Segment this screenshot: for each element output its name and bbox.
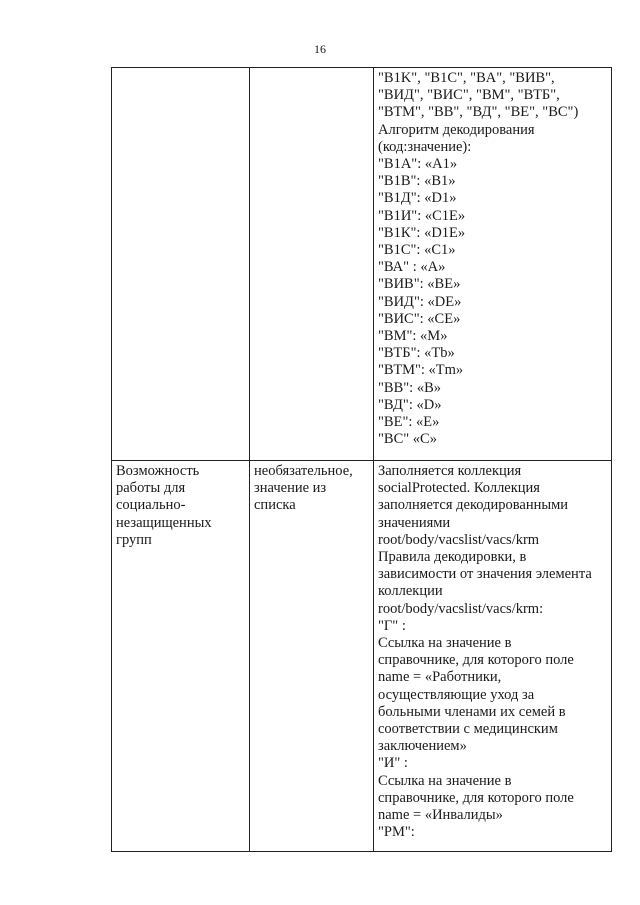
field-name-cell <box>112 68 250 461</box>
description-line: "И" : <box>378 755 408 772</box>
description-line: Ссылка на значение в <box>378 772 512 789</box>
description-line: "ВА" : «А» <box>378 259 446 276</box>
description-line: (код:значение): <box>378 138 472 155</box>
description-line: "В1В": «В1» <box>378 173 456 190</box>
description-line: соответствии с медицинским <box>378 721 558 738</box>
description-line: "ВИВ": «ВЕ» <box>378 276 461 293</box>
field-type-cell <box>250 461 374 852</box>
description-line: "В1А": «А1» <box>378 156 458 173</box>
description-line: Правила декодировки, в <box>378 549 527 566</box>
description-line: Алгоритм декодирования <box>378 121 535 138</box>
description-line: "ВМ": «М» <box>378 328 448 345</box>
description-line: больными членами их семей в <box>378 703 566 720</box>
description-line: root/body/vacslist/vacs/krm <box>378 531 540 548</box>
description-lines <box>378 463 607 841</box>
description-line: справочнике, для которого поле <box>378 789 574 806</box>
table-row <box>112 461 612 852</box>
field-type-cell <box>250 68 374 461</box>
description-line: "В1Д": «D1» <box>378 190 457 207</box>
description-line: заполняется декодированными <box>378 497 569 514</box>
field-name-text: Возможность работы для социально-незащищенных групп <box>116 463 212 548</box>
field-description-cell <box>374 68 612 461</box>
description-line: "ВИД", "ВИС", "ВМ", "ВТБ", <box>378 87 560 104</box>
description-line: "В1К": «D1Е» <box>378 224 466 241</box>
description-line: "ВЕ": «Е» <box>378 414 440 431</box>
description-line: "Г" : <box>378 617 406 634</box>
description-line: "ВТМ": «Тm» <box>378 362 464 379</box>
description-line: Заполняется коллекция <box>378 463 522 479</box>
description-line: зависимости от значения элемента <box>378 566 592 583</box>
description-line: "ВТМ", "ВВ", "ВД", "ВЕ", "ВС") <box>378 104 579 121</box>
description-line: "ВС" «С» <box>378 431 437 448</box>
description-line: root/body/vacslist/vacs/krm: <box>378 600 544 617</box>
specification-table <box>111 67 612 852</box>
description-line: "ВД": «D» <box>378 396 442 413</box>
description-line: "ВИД": «DЕ» <box>378 293 462 310</box>
description-line: Ссылка на значение в <box>378 635 512 652</box>
description-line: "В1И": «С1Е» <box>378 207 466 224</box>
field-type-text: необязательное, значение из списка <box>254 463 353 514</box>
description-line: значениями <box>378 514 451 531</box>
description-line: "ВТБ": «Тb» <box>378 345 455 362</box>
page-number: 16 <box>314 42 326 56</box>
table-row <box>112 68 612 461</box>
field-description-cell <box>374 461 612 852</box>
description-lines <box>378 70 607 448</box>
description-line: "В1С": «С1» <box>378 242 456 259</box>
description-line: коллекции <box>378 583 443 600</box>
description-line: name = «Инвалиды» <box>378 807 503 824</box>
description-line: "ВИС": «СЕ» <box>378 310 461 327</box>
field-name-cell <box>112 461 250 852</box>
description-line: "B1K", "B1C", "BA", "ВИВ", <box>378 70 555 86</box>
description-line: "РМ": <box>378 824 415 841</box>
description-line: name = «Работники, <box>378 669 502 686</box>
description-line: справочнике, для которого поле <box>378 652 574 669</box>
description-line: "ВВ": «В» <box>378 379 442 396</box>
description-line: осуществляющие уход за <box>378 686 535 703</box>
description-line: socialProtected. Коллекция <box>378 480 540 497</box>
description-line: заключением» <box>378 738 467 755</box>
